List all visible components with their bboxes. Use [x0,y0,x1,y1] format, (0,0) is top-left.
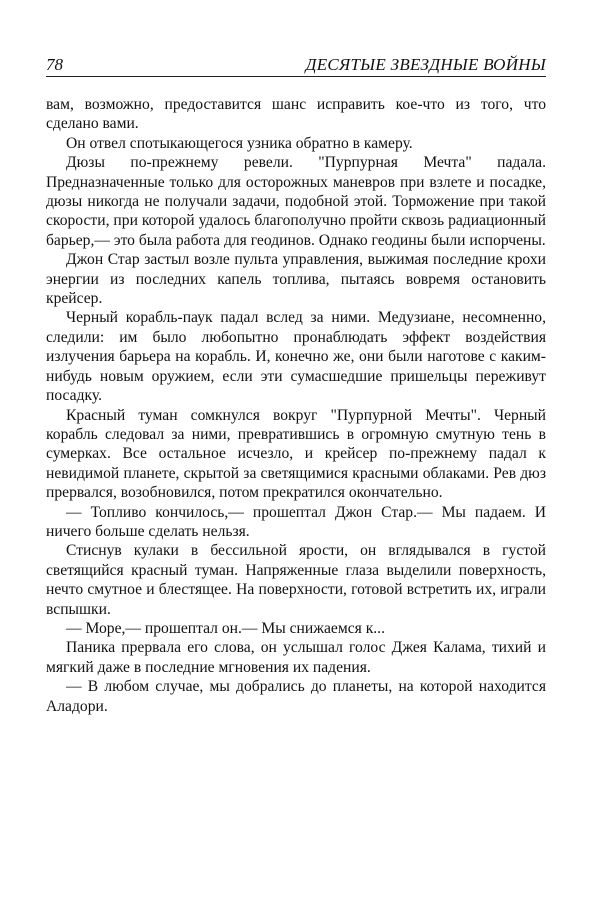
book-page [46,52,546,716]
page-header [46,52,546,77]
dialogue-paragraph: — Топливо кончилось,— прошептал Джон Стар.— Мы падаем. И ничего больше сделать нельзя. [46,503,546,540]
page-number: 78 [46,55,63,74]
paragraph: Джон Стар застыл возле пульта управления, выжимая последние крохи энергии из последних капель топлива, пытаясь вовремя остановить крейсер. [46,251,546,308]
paragraph: Красный туман сомкнулся вокруг "Пурпурной Мечты". Черный корабль следовал за ними, превратившись в огромную смутную тень в сумерках. Все остальное исчезло, и крейсер по-прежнему падал к невидимой планете, скрытой за светящимися красными облаками. Рев дюз прервался, возобновился, потом прекратился окончательно. [46,406,546,502]
paragraph: Паника прервала его слова, он услышал голос Джея Калама, тихий и мягкий даже в последние мгновения их падения. [46,639,546,676]
paragraph: Дюзы по-прежнему ревели. "Пурпурная Мечта" падала. Предназначенные только для осторожных маневров при взлете и посадке, дюзы никогда не получали задачи, подобной этой. Торможение при такой скорости, при которой удалось благополучно пройти сквозь радиационный барьер,— это была работа для геодинов. Однако геодины были испорчены. [46,154,546,249]
dialogue-paragraph: — В любом случае, мы добрались до планеты, на которой находится Аладори. [46,678,546,715]
paragraph: Он отвел спотыкающегося узника обратно в камеру. [66,134,413,152]
paragraph: Черный корабль-паук падал вслед за ними. Медузиане, несомненно, следили: им было любопытно пронаблюдать эффект воздействия излучения барьера на корабль. И, конечно же, они были наготове с каким-нибудь новым оружием, если эти сумасшедшие пришельцы переживут посадку. [46,309,546,405]
paragraph-continuation: вам, возможно, предоставится шанс исправить кое-что из того, что сделано вами. [46,96,546,133]
running-title: ДЕСЯТЫЕ ЗВЕЗДНЫЕ ВОЙНЫ [305,55,546,74]
dialogue-paragraph: — Море,— прошептал он.— Мы снижаемся к... [66,619,385,637]
paragraph: Стиснув кулаки в бессильной ярости, он вглядывался в густой светящийся красный туман. Напряженные глаза выделили поверхность, нечто смутное и блестящее. На поверхности, готовой встретить их, играли вспышки. [46,542,546,618]
body-text [46,95,546,716]
